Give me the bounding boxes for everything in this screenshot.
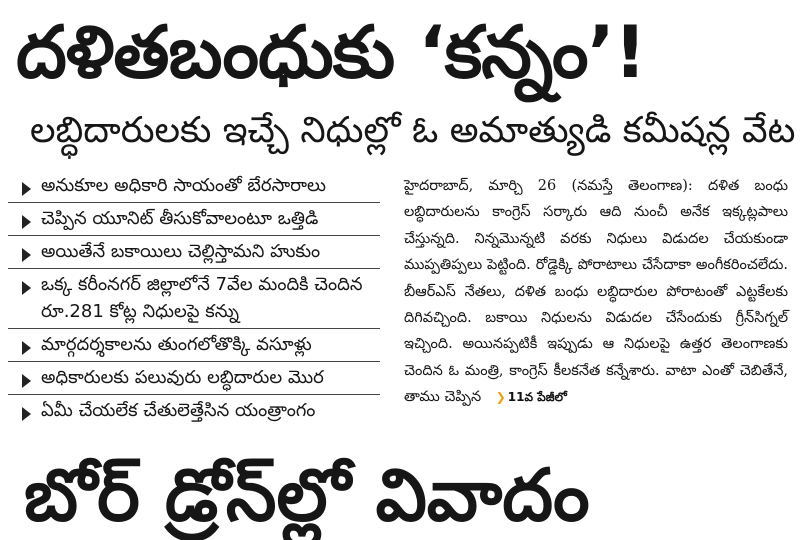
bullet-arrow-icon bbox=[22, 341, 31, 355]
subheadline: లబ్ధిదారులకు ఇచ్చే నిధుల్లో ఓ అమాత్యుడి కమీషన్ల వేట bbox=[30, 110, 796, 151]
bullet-arrow-icon bbox=[22, 248, 31, 262]
bullet-list bbox=[8, 170, 380, 440]
bullet-item bbox=[8, 362, 380, 395]
bullet-item bbox=[8, 236, 380, 269]
article-body bbox=[404, 173, 788, 443]
bullet-item bbox=[8, 329, 380, 362]
bullet-arrow-icon bbox=[22, 215, 31, 229]
bullet-item bbox=[8, 170, 380, 203]
bullet-item bbox=[8, 395, 380, 427]
headline: దళితబంధుకు ‘కన్నం’! bbox=[16, 10, 646, 94]
bullet-arrow-icon bbox=[22, 407, 31, 421]
bullet-text: ఏమీ చేయలేక చేతులెత్తేసిన యంత్రాంగం bbox=[41, 400, 316, 421]
bullet-item bbox=[8, 203, 380, 236]
article-text: హైదరాబాద్, మార్చి 26 (నమస్తే తెలంగాణ): దళిత బంధు లబ్ధిదారులను కాంగ్రెస్ సర్కారు ఆది నుంచీ అనేక ఇక్కట్లపాలు చేస్తున్నది. నిన్నమొన్నటి వరకు నిధులు విడుదల చేయకుండా ముప్పతిప్పలు పెట్టింది. రోడ్డెక్కి పోరాటాలు చేసేదాకా అంగీకరించలేదు. బీఆర్ఎస్ నేతలు, దళిత బంధు లబ్ధిదారుల పోరాటంతో ఎట్టకేలకు దిగివచ్చింది. బకాయి నిధులను విడుదల చేసేందుకు గ్రీన్‌సిగ్నల్ ఇచ్చింది. అయినప్పటికీ ఇప్పుడు ఆ నిధులపై ఉత్తర తెలంగాణకు చెందిన ఓ మంత్రి, కాంగ్రెస్ కీలకనేత కన్నేశారు. వాటా ఎంతో చెబితేనే, తాము చెప్పిన bbox=[404, 178, 788, 406]
next-headline-text: బోర్ డ్రోన్‌ల్లో వివాదం bbox=[24, 453, 590, 537]
bullet-text: అనుకూల అధికారి సాయంతో బేరసారాలు bbox=[41, 175, 326, 196]
bullet-arrow-icon bbox=[22, 374, 31, 388]
arrow-icon: ❯ bbox=[495, 390, 506, 405]
continued-reference bbox=[496, 384, 567, 410]
bullet-text: ఒక్క కరీంనగర్ జిల్లాలోనే 7వేల మందికి చెందిన రూ.281 కోట్ల నిధులపై కన్ను bbox=[41, 274, 363, 322]
continued-page-label: 11వ పేజీలో bbox=[507, 390, 567, 405]
bullet-item bbox=[8, 269, 380, 329]
bullet-text: మార్గదర్శకాలను తుంగలోతొక్కి వసూళ్లు bbox=[41, 334, 312, 355]
bullet-text: అయితేనే బకాయిలు చెల్లిస్తామని హుకుం bbox=[41, 241, 321, 262]
bullet-text: అధికారులకు పలువురు లబ్ధిదారుల మొర bbox=[41, 367, 324, 388]
bullet-arrow-icon bbox=[22, 281, 31, 295]
bullet-arrow-icon bbox=[22, 182, 31, 196]
next-headline-fragment bbox=[24, 450, 794, 537]
bullet-text: చెప్పిన యూనిట్ తీసుకోవాలంటూ ఒత్తిడి bbox=[41, 208, 319, 229]
